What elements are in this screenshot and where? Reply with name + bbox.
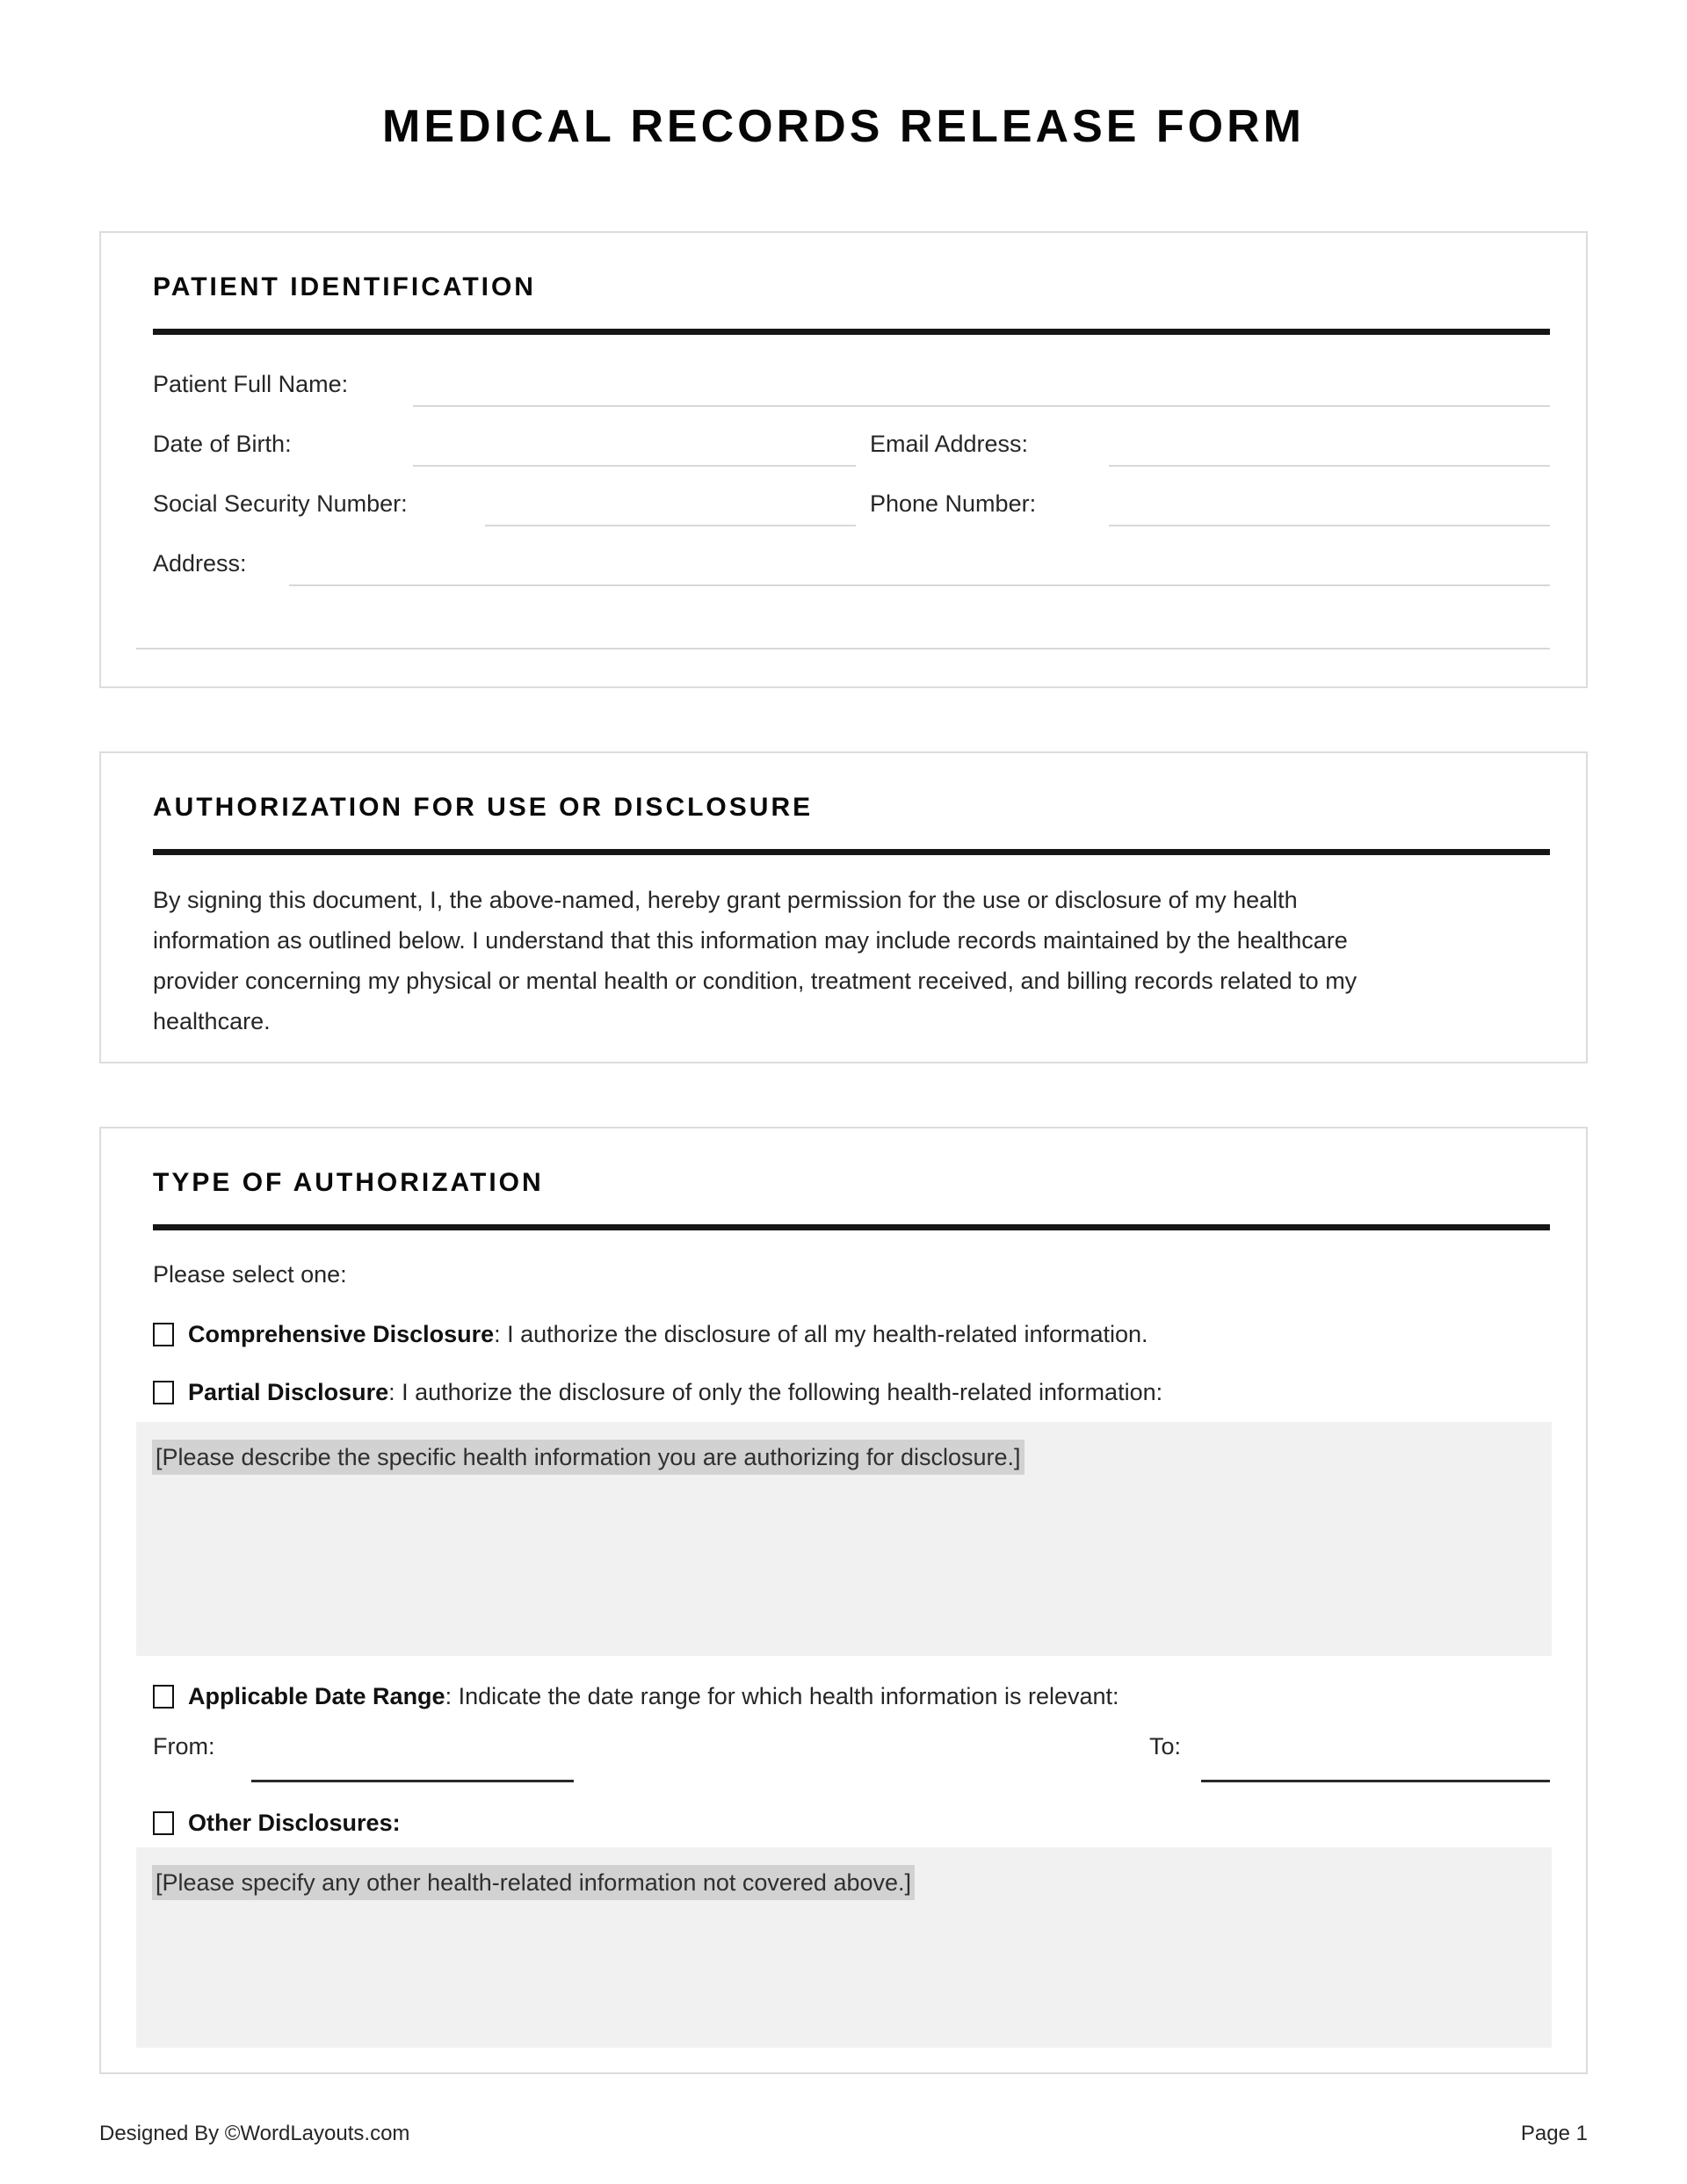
option-label: Other Disclosures: [188,1810,401,1836]
ssn-label: Social Security Number: [153,490,408,517]
address-label: Address: [153,550,247,577]
field-phone [870,486,1550,521]
field-row-dob-email [153,426,1550,461]
partial-disclosure-textarea[interactable] [136,1422,1552,1656]
from-label: From: [153,1733,215,1760]
section-patient-identification [99,231,1588,688]
from-date-input[interactable] [251,1780,574,1782]
other-disclosures-checkbox[interactable] [153,1811,174,1835]
dob-label: Date of Birth: [153,431,292,457]
section-rule [153,849,1550,855]
option-comprehensive-disclosure [153,1317,1550,1352]
phone-input[interactable] [1109,500,1550,526]
authorization-heading: AUTHORIZATION FOR USE OR DISCLOSURE [153,793,814,822]
option-text [188,1679,1119,1714]
page-footer [99,2120,1588,2148]
footer-credit: Designed By ©WordLayouts.com [99,2122,410,2145]
applicable-date-range-checkbox[interactable] [153,1685,174,1709]
section-rule [153,329,1550,335]
address-input[interactable] [289,560,1550,586]
email-label: Email Address: [869,431,1029,457]
option-description: : I authorize the disclosure of all my health-related information. [494,1321,1148,1347]
phone-label: Phone Number: [869,490,1037,517]
authorization-body-text: By signing this document, I, the above-named, hereby grant permission for the use or disclosure of my health information as outlined below. I understand that this information may include records maintained by the healthcare provider concerning my physical or mental health or condition, treatment received, and billing records related to my healthcare. [153,887,1358,1034]
option-text [188,1375,1162,1410]
option-applicable-date-range [153,1679,1550,1714]
option-text [188,1805,401,1840]
section-authorization [99,751,1588,1063]
field-ssn [153,486,856,521]
footer-page-number: Page 1 [1520,2122,1588,2145]
option-label: Comprehensive Disclosure [188,1321,495,1347]
option-description: : I authorize the disclosure of only the following health-related information: [388,1379,1163,1405]
other-disclosures-textarea[interactable] [136,1847,1552,2048]
select-one-text: Please select one: [153,1261,347,1288]
field-email [870,426,1550,461]
option-description: : Indicate the date range for which health information is relevant: [445,1683,1119,1709]
option-other-disclosures [153,1805,1550,1840]
option-label: Partial Disclosure [188,1379,389,1405]
address-input-line2[interactable] [136,648,1550,649]
to-label: To: [1149,1733,1182,1760]
email-input[interactable] [1109,440,1550,467]
field-row-ssn-phone [153,486,1550,521]
comprehensive-disclosure-checkbox[interactable] [153,1323,174,1346]
option-partial-disclosure [153,1375,1550,1410]
section-type-of-authorization [99,1127,1588,2074]
field-row-address [153,546,1550,581]
type-of-authorization-heading: TYPE OF AUTHORIZATION [153,1168,544,1197]
full-name-label: Patient Full Name: [153,371,349,397]
dob-input[interactable] [413,440,856,467]
ssn-input[interactable] [485,500,856,526]
full-name-input[interactable] [413,381,1550,407]
option-label: Applicable Date Range [188,1683,445,1709]
patient-identification-heading: PATIENT IDENTIFICATION [153,272,536,301]
field-row-full-name [153,366,1550,402]
to-date-input[interactable] [1201,1780,1550,1782]
option-text [188,1317,1148,1352]
partial-disclosure-checkbox[interactable] [153,1381,174,1404]
partial-disclosure-placeholder: [Please describe the specific health information you are authorizing for disclosure.] [152,1440,1025,1475]
other-disclosures-placeholder: [Please specify any other health-related information not covered above.] [152,1865,915,1900]
date-range-row [153,1733,1550,1782]
document-title: MEDICAL RECORDS RELEASE FORM [382,101,1305,152]
field-dob [153,426,856,461]
section-rule [153,1224,1550,1230]
